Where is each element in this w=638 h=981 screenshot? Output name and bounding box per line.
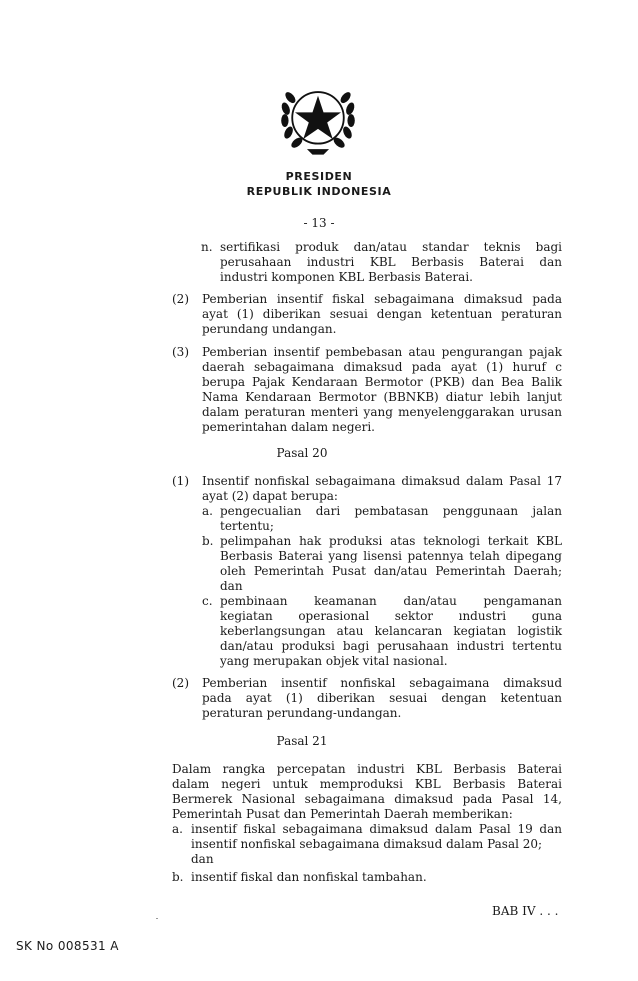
item-marker: a. [202,504,213,518]
text-line: tertentu; [220,519,274,533]
text-line: Bermerek Nasional sebagaimana dimaksud pada Pasal 14, [172,792,562,806]
continuation-note: BAB IV . . . [492,904,559,918]
text-line: Dalam rangka percepatan industri KBL Berbasis Baterai [172,762,562,776]
text-line: pengecualian dari pembatasan penggunaan jalan [220,504,562,518]
text-line: pelimpahan hak produksi atas teknologi terkait KBL [220,534,562,548]
page-number: - 13 - [303,216,335,230]
text-line: Pemberian insentif nonfiskal sebagaimana dimaksud [202,676,562,690]
text-line: insentif fiskal dan nonfiskal tambahan. [191,870,427,884]
text-line: pada ayat (1) diberikan sesuai dengan ketentuan [202,691,562,705]
text-line: Insentif nonfiskal sebagaimana dimaksud dalam Pasal 17 [202,474,562,488]
text-line: insentif fiskal sebagaimana dimaksud dalam Pasal 19 dan [191,822,562,836]
text-line: Pemberian insentif pembebasan atau pengurangan pajak [202,345,562,359]
text-line: dan/atau produksi bagi perusahaan industri tertentu [220,639,562,653]
text-line: Nama Kendaraan Bermotor (BBNKB) diatur lebih lanjut [202,390,562,404]
header-title: PRESIDEN [285,170,353,183]
paragraph-marker: (2) [172,676,189,690]
text-line: pemerintahan dalam negeri. [202,420,375,434]
item-marker: b. [202,534,214,548]
paragraph-marker: (1) [172,474,189,488]
text-line: insentif nonfiskal sebagaimana dimaksud dalam Pasal 20; [191,837,543,851]
text-line: daerah sebagaimana dimaksud pada ayat (1) huruf c [202,360,562,374]
scan-speck [156,918,158,919]
text-line: kegiatan operasional sektor ındustri guna [220,609,562,623]
item-marker: n. [201,240,213,254]
text-line: dan [191,852,214,866]
text-line: Pemberian insentif fiskal sebagaimana dimaksud pada [202,292,562,306]
text-line: yang merupakan objek vital nasional. [220,654,448,668]
text-line: dalam peraturan menteri yang menyelenggarakan urusan [202,405,562,419]
text-line: Pemerintah Pusat dan Pemerintah Daerah memberikan: [172,807,513,821]
garuda-star-emblem [272,70,364,162]
text-line: ayat (1) diberikan sesuai dengan ketentuan peraturan [202,307,562,321]
text-line: peraturan perundang-undangan. [202,706,402,720]
section-heading: Pasal 20 [276,446,328,460]
text-line: industri komponen KBL Berbasis Baterai. [220,270,473,284]
text-line: oleh Pemerintah Pusat dan/atau Pemerintah Daerah; [220,564,562,578]
document-serial: SK No 008531 A [16,939,119,953]
paragraph-marker: (3) [172,345,189,359]
text-line: dan [220,579,243,593]
item-marker: b. [172,870,184,884]
item-marker: c. [202,594,213,608]
text-line: berupa Pajak Kendaraan Bermotor (PKB) dan Bea Balik [202,375,562,389]
text-line: ayat (2) dapat berupa: [202,489,338,503]
text-line: perusahaan industri KBL Berbasis Baterai dan [220,255,562,269]
text-line: pembinaan keamanan dan/atau pengamanan [220,594,562,608]
section-heading: Pasal 21 [276,734,328,748]
header-subtitle: REPUBLIK INDONESIA [246,185,392,198]
text-line: dalam negeri untuk memproduksi KBL Berbasis Baterai [172,777,562,791]
text-line: sertifikasi produk dan/atau standar teknis bagi [220,240,562,254]
text-line: perundang undangan. [202,322,337,336]
text-line: Berbasis Baterai yang lisensi patennya telah dipegang [220,549,562,563]
text-line: keberlangsungan atau kelancaran kegiatan logistik [220,624,562,638]
paragraph-marker: (2) [172,292,189,306]
item-marker: a. [172,822,183,836]
